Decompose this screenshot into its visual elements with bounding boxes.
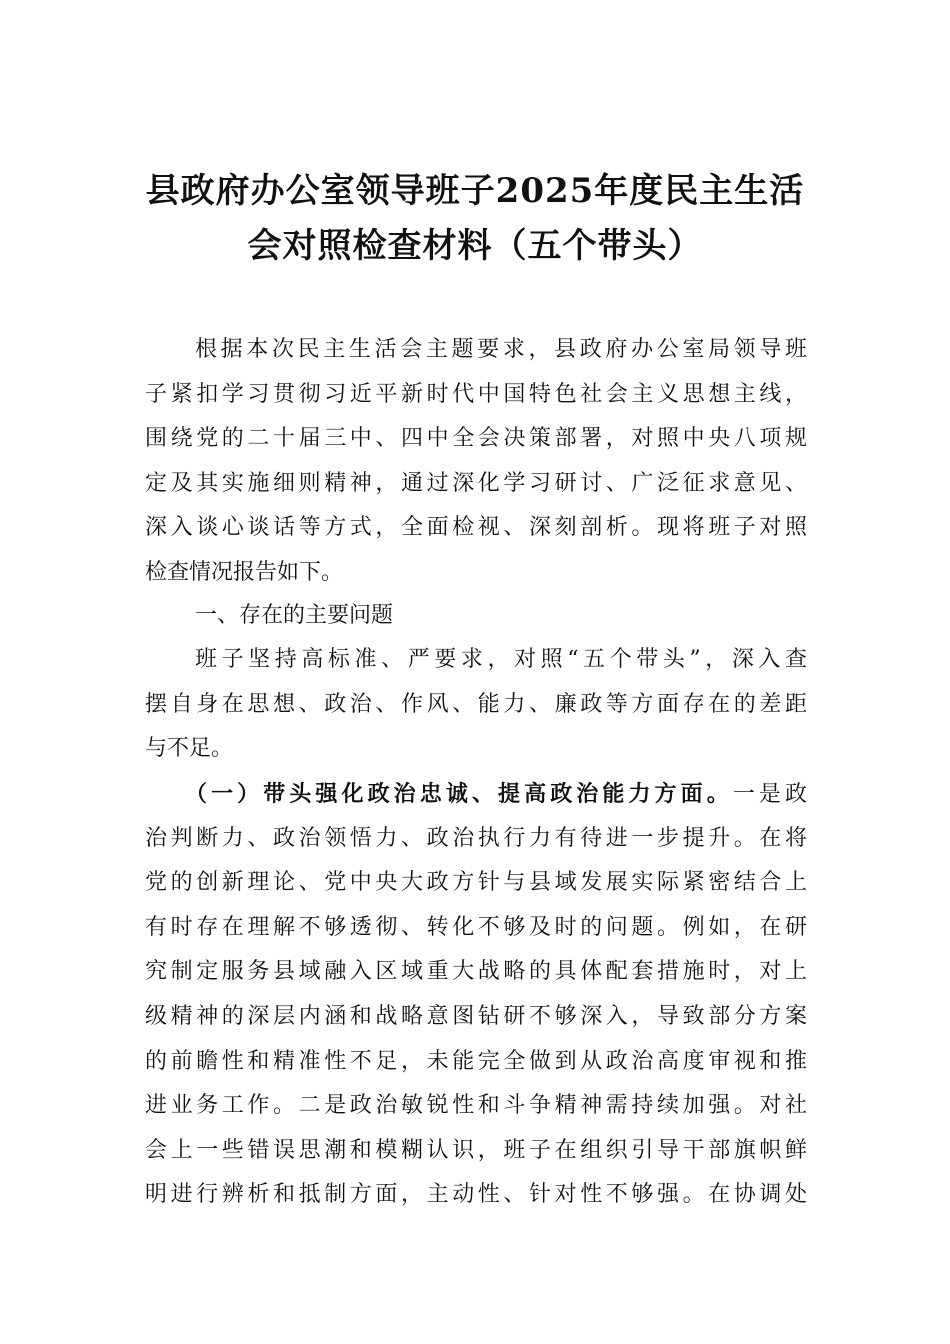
text-line: 究制定服务县域融入区域重大战略的具体配套措施时，对上 — [145, 959, 807, 985]
text-line: 治判断力、政治领悟力、政治执行力有待进一步提升。在将 — [145, 825, 807, 851]
subsection-paragraph — [145, 772, 807, 1218]
text-line: 级精神的深层内涵和战略意图钻研不够深入，导致部分方案 — [145, 1003, 807, 1029]
subsection-first-line — [145, 772, 807, 817]
text-line: 定及其实施细则精神，通过深化学习研讨、广泛征求意见、 — [145, 470, 807, 496]
text-line: 班子坚持高标准、严要求，对照“五个带头”，深入查 — [195, 647, 807, 673]
document-title-line-2: 会对照检查材料（五个带头） — [247, 226, 703, 266]
text-line: 根据本次民主生活会主题要求，县政府办公室局领导班 — [195, 337, 807, 362]
text-line: 党的创新理论、党中央大政方针与县域发展实际紧密结合上 — [145, 870, 807, 896]
intro-paragraph — [145, 328, 807, 596]
text-line: 明进行辨析和抵制方面，主动性、针对性不够强。在协调处 — [145, 1182, 807, 1208]
section-paragraph — [145, 638, 807, 772]
document-body — [145, 328, 807, 1218]
document-title-line-1: 县政府办公室领导班子2025年度民主生活 — [145, 171, 805, 211]
text-span: 一是政 — [732, 781, 807, 807]
text-line: 与不足。 — [145, 736, 234, 762]
text-line: 围绕党的二十届三中、四中全会决策部署，对照中央八项规 — [145, 426, 807, 452]
text-line: 有时存在理解不够透彻、转化不够及时的问题。例如，在研 — [145, 914, 807, 940]
text-line: 摆自身在思想、政治、作风、能力、廉政等方面存在的差距 — [145, 691, 807, 717]
section-heading: 一、存在的主要问题 — [195, 602, 394, 628]
text-line: 进业务工作。二是政治敏锐性和斗争精神需持续加强。对社 — [145, 1093, 807, 1119]
text-line: 会上一些错误思潮和模糊认识，班子在组织引导干部旗帜鲜 — [145, 1137, 807, 1163]
text-line: 检查情况报告如下。 — [145, 559, 344, 585]
text-line: 深入谈心谈话等方式，全面检视、深刻剖析。现将班子对照 — [145, 515, 807, 541]
subsection-heading: （一）带头强化政治忠诚、提高政治能力方面。 — [185, 780, 733, 807]
text-line: 的前瞻性和精准性不足，未能完全做到从政治高度审视和推 — [145, 1048, 807, 1074]
text-line: 子紧扣学习贯彻习近平新时代中国特色社会主义思想主线， — [145, 381, 807, 407]
